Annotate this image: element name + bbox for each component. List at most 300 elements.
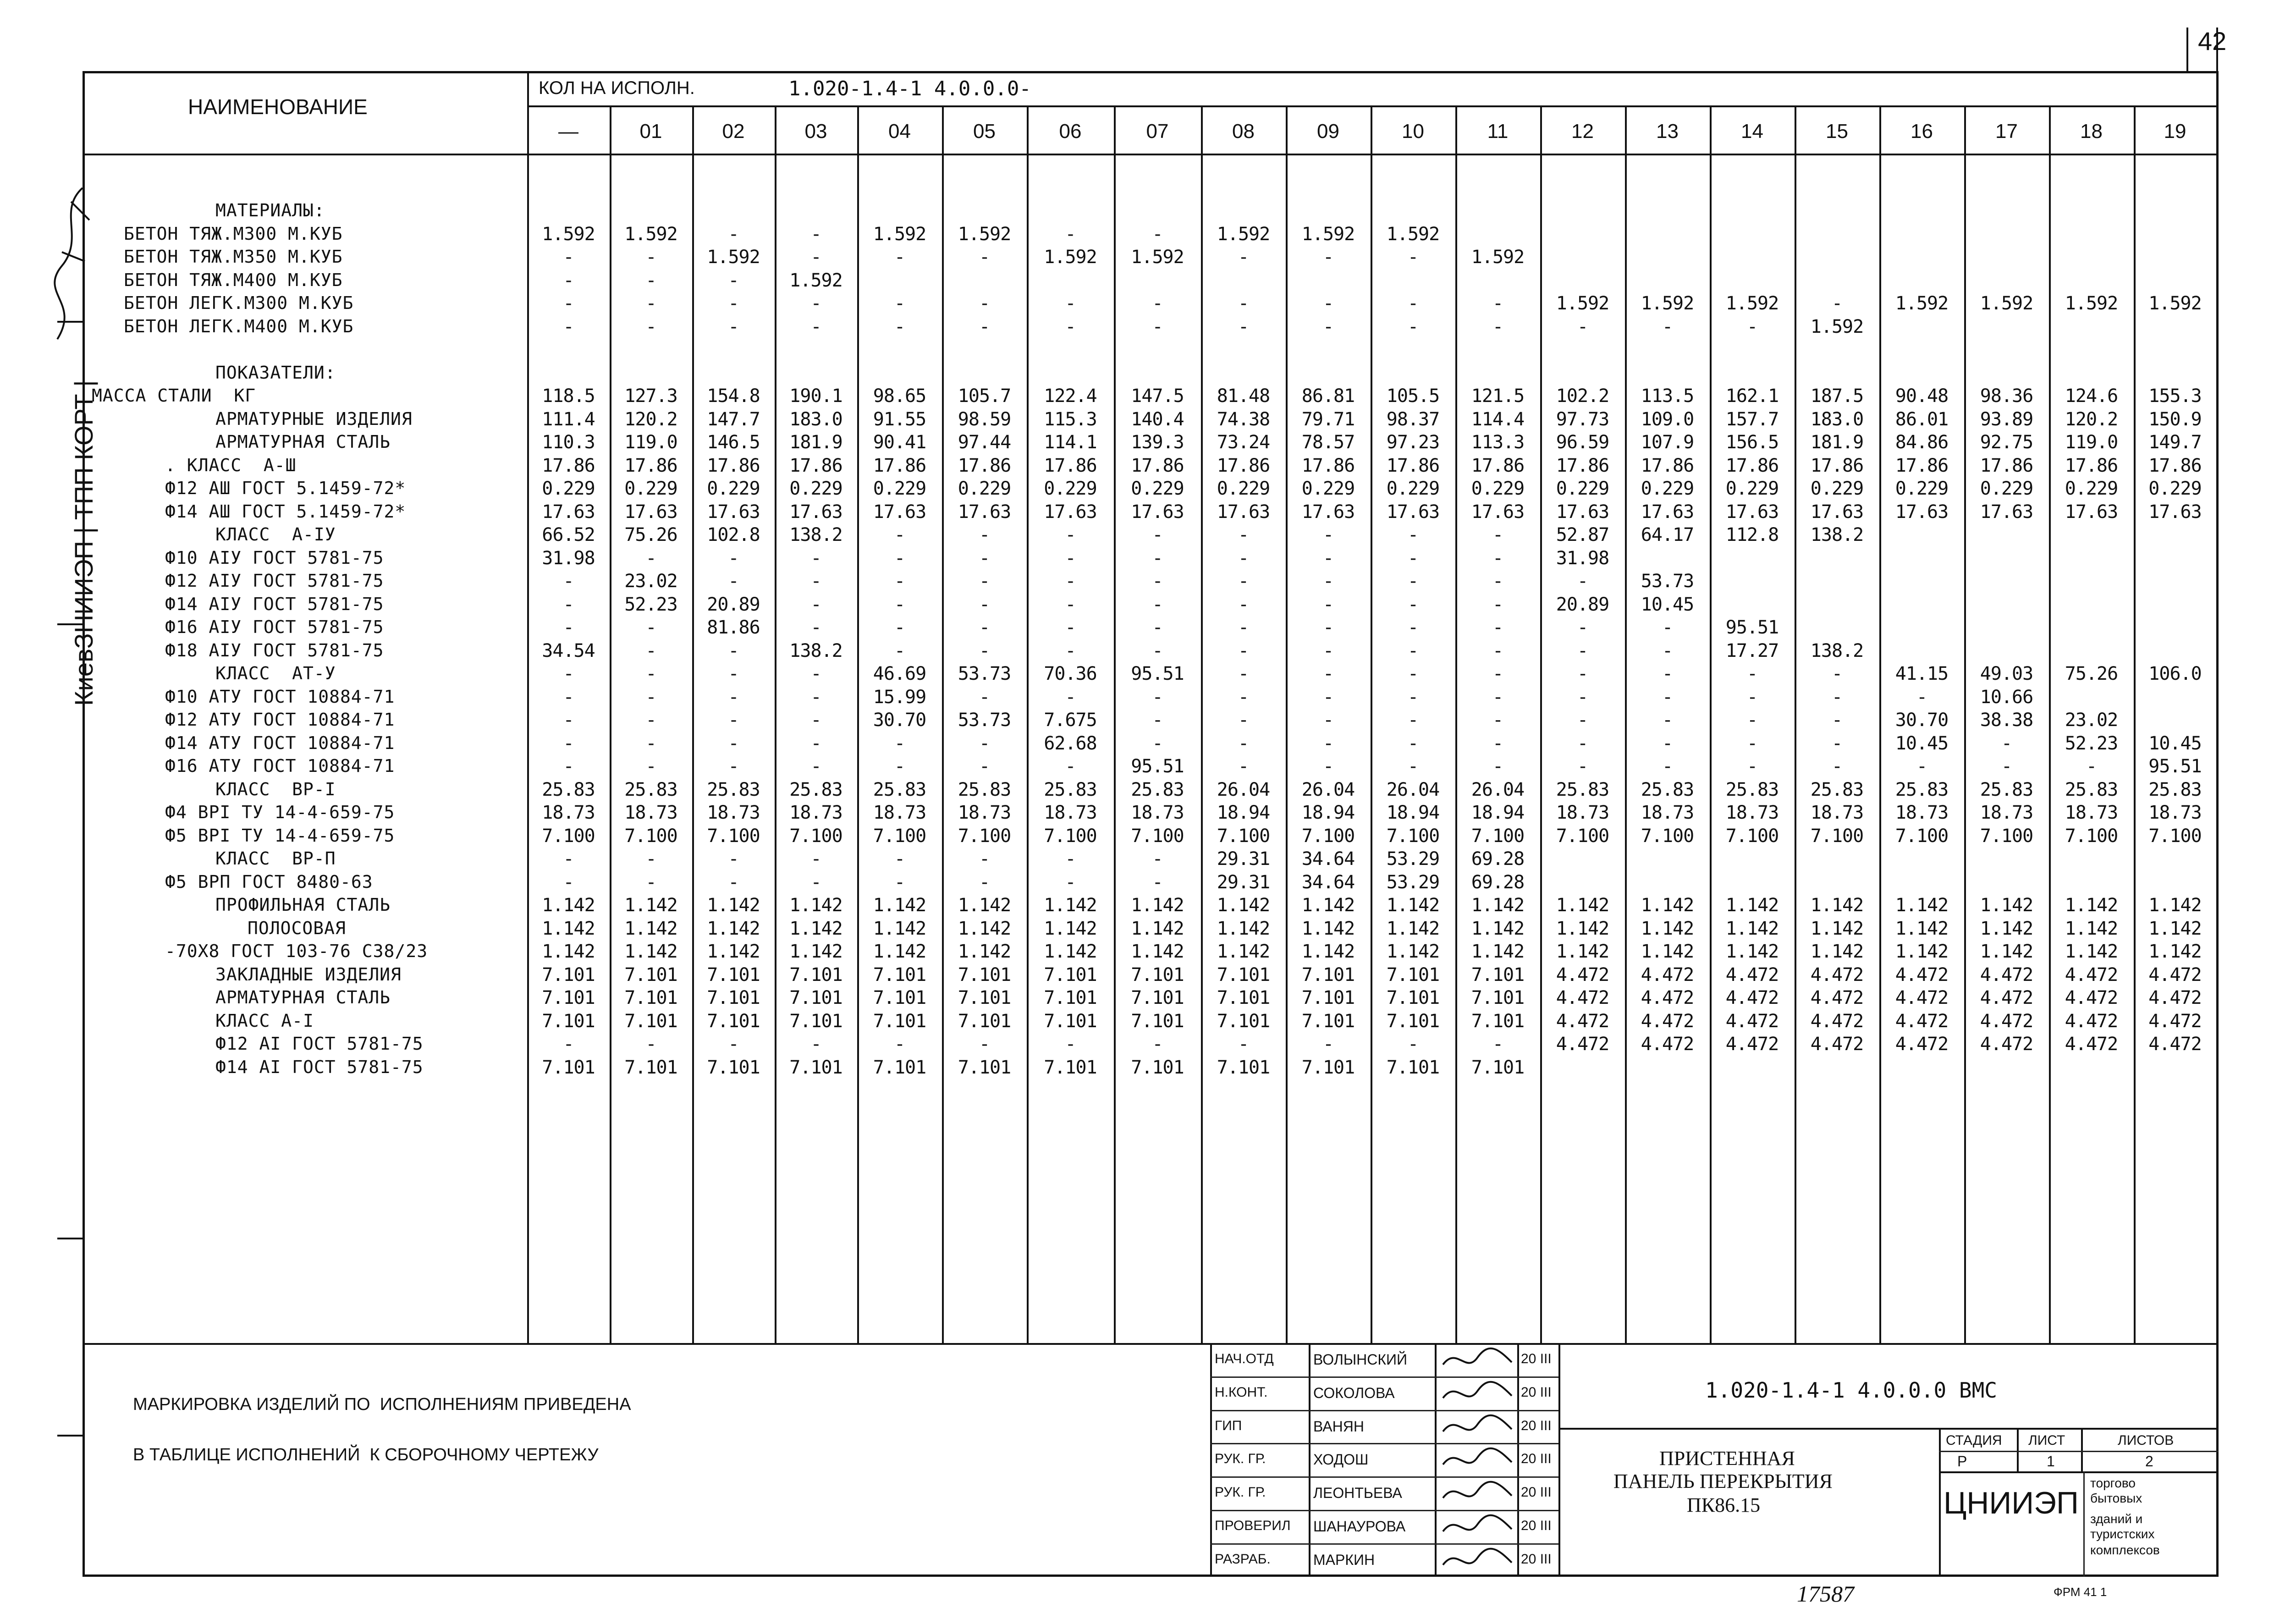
column-header-16: 16: [1911, 120, 1933, 143]
table-cell: 111.4: [542, 408, 595, 430]
table-cell: 17.63: [1641, 501, 1694, 523]
table-cell: -: [1492, 640, 1503, 661]
table-cell: 7.100: [789, 825, 842, 847]
signature-name: СОКОЛОВА: [1313, 1384, 1395, 1401]
table-cell: 1.142: [1386, 941, 1440, 962]
table-cell: 7.101: [1131, 964, 1184, 985]
table-cell: 17.86: [1641, 455, 1694, 476]
row-name: БЕТОН ЛЕГК.М300 М.КУБ: [124, 293, 354, 313]
table-cell: 7.101: [789, 964, 842, 985]
table-cell: 34.64: [1301, 871, 1355, 893]
table-cell: -: [1065, 640, 1076, 661]
table-cell: 0.229: [707, 478, 760, 499]
table-cell: -: [645, 848, 656, 870]
table-cell: -: [1407, 686, 1419, 708]
table-cell: -: [1407, 571, 1419, 592]
table-cell: 26.04: [1301, 779, 1355, 800]
table-cell: -: [894, 594, 905, 615]
table-cell: 7.100: [1386, 825, 1440, 847]
table-cell: -: [810, 594, 821, 615]
signature-date: 20 III: [1521, 1351, 1552, 1366]
table-cell: 1.142: [1556, 918, 1609, 939]
row-name: Ф10 АIУ ГОСТ 5781-75: [165, 547, 384, 568]
table-cell: 106.0: [2148, 663, 2202, 684]
table-cell: 25.83: [1895, 779, 1949, 800]
table-cell: -: [979, 686, 990, 708]
table-cell: -: [1407, 247, 1419, 268]
column-header-14: 14: [1741, 120, 1763, 143]
table-cell: -: [1065, 316, 1076, 337]
table-cell: 7.100: [1725, 825, 1779, 847]
table-cell: 7.100: [542, 825, 595, 847]
table-cell: 120.2: [624, 408, 677, 430]
table-cell: -: [563, 732, 574, 754]
table-cell: -: [1492, 571, 1503, 592]
table-cell: -: [645, 316, 656, 337]
table-cell: 17.86: [789, 455, 842, 476]
table-cell: 4.472: [1810, 1034, 1864, 1055]
table-cell: -: [2086, 756, 2097, 777]
table-cell: -: [1492, 524, 1503, 545]
signature-role: РУК. ГР.: [1215, 1451, 1266, 1467]
table-cell: -: [1152, 848, 1163, 870]
table-cell: -: [1322, 663, 1334, 684]
table-cell: 7.100: [1895, 825, 1949, 847]
table-cell: 75.26: [624, 524, 677, 545]
table-cell: -: [1407, 663, 1419, 684]
table-cell: 26.04: [1217, 779, 1270, 800]
table-cell: 97.44: [958, 432, 1011, 453]
table-cell: 1.592: [707, 247, 760, 268]
table-cell: 25.83: [1556, 779, 1609, 800]
row-name: Ф16 АIУ ГОСТ 5781-75: [165, 617, 384, 637]
table-cell: -: [1238, 710, 1249, 731]
format-mark: ФРМ 41 1: [2054, 1585, 2107, 1599]
table-cell: -: [1152, 594, 1163, 615]
table-cell: 17.63: [1556, 501, 1609, 523]
handwritten-signature: [1438, 1411, 1516, 1443]
table-cell: -: [894, 247, 905, 268]
column-header-base: —: [558, 120, 578, 143]
table-cell: 0.229: [1980, 478, 2033, 499]
signature-date: 20 III: [1521, 1451, 1552, 1467]
signature-role: ПРОВЕРИЛ: [1215, 1518, 1291, 1533]
row-name: ПОКАЗАТЕЛИ:: [215, 362, 336, 383]
table-cell: 1.142: [1895, 918, 1949, 939]
table-cell: 84.86: [1895, 432, 1949, 453]
table-cell: -: [894, 1034, 905, 1055]
table-cell: 30.70: [873, 710, 926, 731]
table-cell: 0.229: [873, 478, 926, 499]
table-cell: -: [1577, 663, 1588, 684]
table-cell: 113.3: [1471, 432, 1525, 453]
table-cell: -: [728, 710, 739, 731]
table-cell: 90.48: [1895, 385, 1949, 407]
margin-tick: [57, 623, 85, 625]
table-cell: 1.142: [1386, 895, 1440, 916]
table-cell: 1.142: [1641, 941, 1694, 962]
table-cell: -: [1577, 640, 1588, 661]
table-cell: 38.38: [1980, 710, 2033, 731]
handwritten-signature: [1438, 1544, 1516, 1576]
table-cell: 4.472: [2065, 964, 2118, 985]
handwritten-signature: [1438, 1511, 1516, 1543]
table-cell: 70.36: [1044, 663, 1097, 684]
table-cell: 109.0: [1641, 408, 1694, 430]
handwritten-signature: [1438, 1344, 1516, 1376]
signature-name: ВОЛЫНСКИЙ: [1313, 1351, 1407, 1368]
table-cell: 1.142: [1895, 895, 1949, 916]
table-cell: 1.592: [789, 270, 842, 291]
row-name: КЛАСС АТ-У: [215, 663, 336, 683]
table-cell: 4.472: [1725, 987, 1779, 1008]
table-cell: -: [1065, 293, 1076, 314]
row-name: Ф10 АТУ ГОСТ 10884-71: [165, 686, 395, 707]
table-cell: 7.101: [1471, 987, 1525, 1008]
table-cell: 4.472: [1810, 1010, 1864, 1032]
column-divider: [2134, 105, 2136, 1343]
table-cell: -: [1407, 756, 1419, 777]
table-cell: 1.592: [1471, 247, 1525, 268]
row-name: БЕТОН ЛЕГК.М400 М.КУБ: [124, 316, 354, 336]
handwritten-signature: [1438, 1377, 1516, 1409]
column-header-11: 11: [1487, 120, 1509, 143]
table-cell: -: [563, 617, 574, 638]
signature-role: РАЗРАБ.: [1215, 1551, 1271, 1567]
table-cell: 90.41: [873, 432, 926, 453]
table-cell: 49.03: [1980, 663, 2033, 684]
table-cell: 1.592: [2065, 293, 2118, 314]
table-cell: 69.28: [1471, 848, 1525, 870]
table-cell: -: [1322, 247, 1334, 268]
table-cell: 1.142: [542, 895, 595, 916]
table-cell: -: [1152, 571, 1163, 592]
table-cell: 31.98: [542, 547, 595, 569]
table-cell: -: [1322, 293, 1334, 314]
table-cell: 18.73: [707, 802, 760, 823]
table-cell: 17.63: [958, 501, 1011, 523]
table-cell: -: [563, 848, 574, 870]
table-cell: 154.8: [707, 385, 760, 407]
table-cell: -: [1407, 640, 1419, 661]
table-cell: 105.7: [958, 385, 1011, 407]
table-cell: 17.27: [1725, 640, 1779, 661]
table-cell: 4.472: [1556, 987, 1609, 1008]
table-cell: -: [728, 547, 739, 569]
table-cell: -: [979, 617, 990, 638]
table-cell: 17.86: [2065, 455, 2118, 476]
table-cell: 7.100: [1556, 825, 1609, 847]
table-cell: 7.101: [873, 964, 926, 985]
table-cell: 119.0: [2065, 432, 2118, 453]
table-cell: 7.101: [1131, 1057, 1184, 1078]
table-cell: -: [979, 756, 990, 777]
signature-role: ГИП: [1215, 1418, 1242, 1433]
table-cell: -: [1322, 1034, 1334, 1055]
table-cell: -: [563, 1034, 574, 1055]
signature-name: ШАНАУРОВА: [1313, 1518, 1406, 1535]
table-cell: -: [1152, 547, 1163, 569]
table-cell: -: [1662, 617, 1673, 638]
table-cell: 7.101: [1386, 964, 1440, 985]
table-cell: 1.142: [1471, 895, 1525, 916]
table-cell: 4.472: [2065, 1034, 2118, 1055]
table-cell: 18.73: [1556, 802, 1609, 823]
table-cell: 4.472: [2148, 964, 2202, 985]
table-cell: 4.472: [1725, 964, 1779, 985]
table-cell: -: [1065, 594, 1076, 615]
table-cell: 18.73: [1641, 802, 1694, 823]
table-cell: 98.36: [1980, 385, 2033, 407]
header-line-2: [83, 154, 2219, 155]
table-cell: 7.100: [2148, 825, 2202, 847]
table-cell: -: [1152, 617, 1163, 638]
table-cell: 93.89: [1980, 408, 2033, 430]
table-cell: 107.9: [1641, 432, 1694, 453]
table-cell: 1.142: [1725, 918, 1779, 939]
table-cell: -: [1916, 686, 1927, 708]
table-cell: 115.3: [1044, 408, 1097, 430]
frame-extension: [2216, 28, 2218, 73]
table-cell: 1.142: [1386, 918, 1440, 939]
table-cell: 1.142: [1810, 918, 1864, 939]
table-cell: 1.142: [542, 918, 595, 939]
table-cell: 124.6: [2065, 385, 2118, 407]
table-cell: 26.04: [1386, 779, 1440, 800]
row-name: Ф14 АТУ ГОСТ 10884-71: [165, 732, 395, 753]
table-cell: -: [645, 732, 656, 754]
table-cell: 112.8: [1725, 524, 1779, 545]
table-cell: -: [2001, 732, 2012, 754]
table-cell: 4.472: [1895, 1010, 1949, 1032]
row-name: ПОЛОСОВАЯ: [248, 918, 346, 938]
table-cell: -: [894, 871, 905, 893]
signature-date: 20 III: [1521, 1518, 1552, 1533]
table-cell: 23.02: [2065, 710, 2118, 731]
table-cell: -: [1407, 1034, 1419, 1055]
table-cell: 98.65: [873, 385, 926, 407]
table-cell: 0.229: [1131, 478, 1184, 499]
table-cell: 121.5: [1471, 385, 1525, 407]
table-cell: 95.51: [1131, 756, 1184, 777]
side-stamp-text: КиевЗНИИЭП | ТПП КОРТ |: [69, 380, 98, 706]
table-cell: 17.63: [1895, 501, 1949, 523]
table-cell: -: [894, 732, 905, 754]
table-cell: 7.101: [958, 1010, 1011, 1032]
row-name: КЛАСС А-I: [215, 1010, 314, 1031]
table-cell: -: [1577, 732, 1588, 754]
table-cell: -: [563, 756, 574, 777]
table-cell: -: [645, 710, 656, 731]
table-cell: 1.592: [2148, 293, 2202, 314]
table-cell: 7.101: [1044, 1057, 1097, 1078]
table-cell: 17.63: [1301, 501, 1355, 523]
row-name: Ф16 АТУ ГОСТ 10884-71: [165, 756, 395, 776]
table-cell: 17.86: [1980, 455, 2033, 476]
table-cell: -: [1492, 547, 1503, 569]
table-cell: 1.142: [789, 895, 842, 916]
table-cell: 18.73: [1810, 802, 1864, 823]
table-cell: 17.63: [789, 501, 842, 523]
table-cell: -: [1407, 316, 1419, 337]
table-cell: -: [728, 223, 739, 245]
table-cell: 122.4: [1044, 385, 1097, 407]
table-cell: -: [1492, 663, 1503, 684]
table-cell: 53.29: [1386, 848, 1440, 870]
table-cell: 4.472: [1641, 964, 1694, 985]
table-cell: 127.3: [624, 385, 677, 407]
table-cell: 52.23: [624, 594, 677, 615]
table-cell: 17.86: [1556, 455, 1609, 476]
table-cell: 97.73: [1556, 408, 1609, 430]
table-cell: -: [1152, 871, 1163, 893]
note-line-1: МАРКИРОВКА ИЗДЕЛИЙ ПО ИСПОЛНЕНИЯМ ПРИВЕДЕНА: [133, 1395, 631, 1414]
table-cell: 1.142: [2148, 941, 2202, 962]
table-cell: -: [563, 710, 574, 731]
table-cell: -: [1238, 663, 1249, 684]
table-cell: 7.101: [1471, 1057, 1525, 1078]
row-name: КЛАСС ВР-П: [215, 848, 336, 869]
table-cell: -: [894, 640, 905, 661]
table-cell: -: [1322, 571, 1334, 592]
table-cell: 181.9: [1810, 432, 1864, 453]
table-cell: 4.472: [2065, 987, 2118, 1008]
table-cell: 7.100: [1810, 825, 1864, 847]
table-cell: 18.73: [1131, 802, 1184, 823]
table-cell: -: [1662, 663, 1673, 684]
table-cell: 10.45: [2148, 732, 2202, 754]
table-cell: 119.0: [624, 432, 677, 453]
table-cell: -: [728, 571, 739, 592]
table-cell: 1.142: [707, 941, 760, 962]
table-cell: 29.31: [1217, 871, 1270, 893]
column-header-03: 03: [804, 120, 827, 143]
table-cell: -: [1065, 617, 1076, 638]
table-cell: -: [1322, 710, 1334, 731]
table-cell: 102.8: [707, 524, 760, 545]
table-cell: 1.142: [707, 895, 760, 916]
table-cell: 1.142: [1131, 941, 1184, 962]
table-cell: -: [1238, 640, 1249, 661]
table-cell: 25.83: [2148, 779, 2202, 800]
table-cell: 97.23: [1386, 432, 1440, 453]
table-cell: 1.142: [789, 941, 842, 962]
column-header-19: 19: [2164, 120, 2186, 143]
table-cell: 17.86: [1301, 455, 1355, 476]
table-cell: -: [563, 871, 574, 893]
signature-name: ЛЕОНТЬЕВА: [1313, 1485, 1402, 1502]
row-name: БЕТОН ТЯЖ.М300 М.КУБ: [124, 223, 343, 244]
table-cell: 7.101: [707, 1057, 760, 1078]
table-cell: -: [1492, 732, 1503, 754]
qty-label: КОЛ НА ИСПОЛН.: [539, 78, 695, 98]
table-cell: -: [1238, 594, 1249, 615]
table-cell: 1.592: [1386, 223, 1440, 245]
table-cell: 1.142: [1641, 918, 1694, 939]
table-cell: -: [1152, 640, 1163, 661]
table-cell: 1.142: [873, 895, 926, 916]
table-cell: 7.101: [958, 1057, 1011, 1078]
row-name: МАТЕРИАЛЫ:: [215, 200, 325, 220]
table-cell: 10.45: [1895, 732, 1949, 754]
table-cell: 120.2: [2065, 408, 2118, 430]
table-cell: 4.472: [1895, 1034, 1949, 1055]
org-sub-5: комплексов: [2090, 1543, 2160, 1557]
title-line-3: ПК86.15: [1687, 1494, 1761, 1516]
table-cell: 114.1: [1044, 432, 1097, 453]
table-cell: -: [810, 663, 821, 684]
table-cell: -: [1322, 640, 1334, 661]
row-name: Ф18 АIУ ГОСТ 5781-75: [165, 640, 384, 661]
table-cell: 138.2: [1810, 640, 1864, 661]
signature-date: 20 III: [1521, 1384, 1552, 1400]
table-cell: 1.592: [1044, 247, 1097, 268]
table-cell: -: [728, 270, 739, 291]
table-cell: -: [894, 524, 905, 545]
table-cell: 20.89: [707, 594, 760, 615]
table-cell: -: [728, 293, 739, 314]
column-header-13: 13: [1656, 120, 1679, 143]
table-cell: 1.142: [1044, 918, 1097, 939]
table-cell: -: [645, 270, 656, 291]
title-line-1: ПРИСТЕННАЯ: [1659, 1447, 1795, 1470]
table-cell: 17.63: [873, 501, 926, 523]
table-cell: 53.29: [1386, 871, 1440, 893]
table-cell: -: [728, 732, 739, 754]
table-cell: 1.592: [624, 223, 677, 245]
table-cell: 1.142: [2065, 941, 2118, 962]
table-cell: 4.472: [2148, 1010, 2202, 1032]
table-cell: 17.63: [1131, 501, 1184, 523]
table-cell: -: [1577, 617, 1588, 638]
table-cell: 7.101: [873, 987, 926, 1008]
table-cell: -: [1065, 1034, 1076, 1055]
table-cell: 17.86: [1131, 455, 1184, 476]
table-cell: 18.73: [1725, 802, 1779, 823]
table-cell: -: [1746, 316, 1758, 337]
table-cell: 1.142: [1044, 941, 1097, 962]
table-cell: -: [1238, 293, 1249, 314]
table-cell: -: [1407, 617, 1419, 638]
table-cell: 17.86: [2148, 455, 2202, 476]
table-cell: -: [1831, 756, 1843, 777]
table-cell: -: [1152, 1034, 1163, 1055]
table-cell: 0.229: [542, 478, 595, 499]
table-cell: -: [1577, 316, 1588, 337]
table-cell: -: [979, 247, 990, 268]
table-cell: 7.101: [624, 964, 677, 985]
table-cell: -: [1322, 316, 1334, 337]
table-cell: 7.100: [624, 825, 677, 847]
table-cell: 25.83: [789, 779, 842, 800]
table-cell: 10.45: [1641, 594, 1694, 615]
table-cell: -: [1322, 547, 1334, 569]
table-cell: 155.3: [2148, 385, 2202, 407]
table-cell: 7.101: [1044, 964, 1097, 985]
table-cell: 4.472: [1556, 964, 1609, 985]
table-cell: 17.86: [873, 455, 926, 476]
table-cell: -: [1746, 756, 1758, 777]
table-cell: 187.5: [1810, 385, 1864, 407]
table-cell: 7.101: [1044, 987, 1097, 1008]
table-cell: -: [1322, 732, 1334, 754]
table-cell: -: [979, 594, 990, 615]
margin-tick: [57, 1238, 85, 1239]
table-cell: 95.51: [2148, 756, 2202, 777]
table-cell: -: [894, 316, 905, 337]
table-cell: 79.71: [1301, 408, 1355, 430]
table-cell: 25.83: [1131, 779, 1184, 800]
